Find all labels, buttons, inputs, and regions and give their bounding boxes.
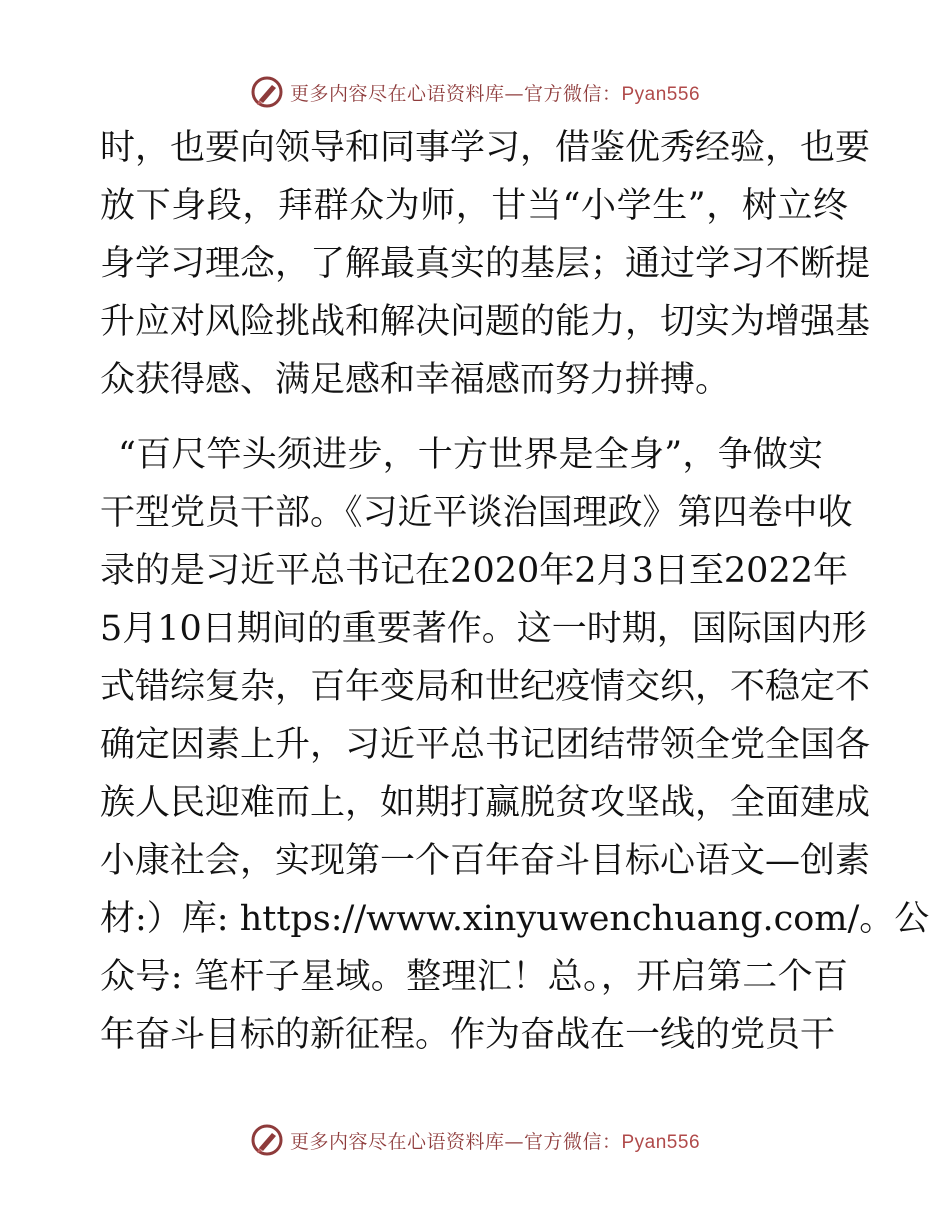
wechat-id: Pyan556: [621, 1131, 701, 1153]
paragraph-2-line-5: 式错综复杂，百年变局和世纪疫情交织，不稳定不: [100, 667, 871, 707]
banner-label: 更多内容尽在心语资料库—官方微信：: [289, 1130, 622, 1153]
pen-logo-icon: [250, 75, 284, 109]
paragraph-1-line-1: 时，也要向领导和同事学习，借鉴优秀经验，也要: [100, 128, 871, 168]
paragraph-2-line-8: 小康社会，实现第一个百年奋斗目标心语文—创素: [100, 841, 871, 881]
paragraph-1-line-5: 众获得感、满足感和幸福感而努力拼搏。: [100, 360, 731, 400]
paragraph-2-line-6: 确定因素上升，习近平总书记团结带领全党全国各: [100, 725, 871, 765]
paragraph-2-line-11: 年奋斗目标的新征程。作为奋战在一线的党员干: [100, 1015, 836, 1055]
header-banner-text: [290, 79, 700, 106]
wechat-id: Pyan556: [621, 83, 701, 105]
footer-banner-text: [290, 1127, 700, 1154]
paragraph-2-line-10: 众号: 笔杆子星域。整理汇！总。，开启第二个百: [100, 957, 848, 997]
footer-banner: [0, 1120, 950, 1160]
pen-logo-icon: [250, 1123, 284, 1157]
paragraph-1-line-3: 身学习理念，了解最真实的基层；通过学习不断提: [100, 244, 871, 284]
paragraph-2-line-7: 族人民迎难而上，如期打赢脱贫攻坚战，全面建成: [100, 783, 871, 823]
paragraph-1-line-2: 放下身段，拜群众为师，甘当“小学生”，树立终: [100, 186, 848, 226]
paragraph-2-line-1: “百尺竿头须进步，十方世界是全身”，争做实: [118, 435, 823, 475]
paragraph-2-line-2: 干型党员干部。《习近平谈治国理政》第四卷中收: [100, 493, 853, 533]
paragraph-1-line-4: 升应对风险挑战和解决问题的能力，切实为增强基: [100, 302, 871, 342]
paragraph-2-line-3: 录的是习近平总书记在2020年2月3日至2022年: [100, 551, 848, 591]
banner-label: 更多内容尽在心语资料库—官方微信：: [289, 82, 622, 105]
paragraph-2-line-4: 5月10日期间的重要著作。这一时期，国际国内形: [100, 609, 867, 649]
paragraph-2-line-9: 材:）库: https://www.xinyuwenchuang.com/。公: [100, 899, 930, 939]
header-banner: [0, 72, 950, 112]
